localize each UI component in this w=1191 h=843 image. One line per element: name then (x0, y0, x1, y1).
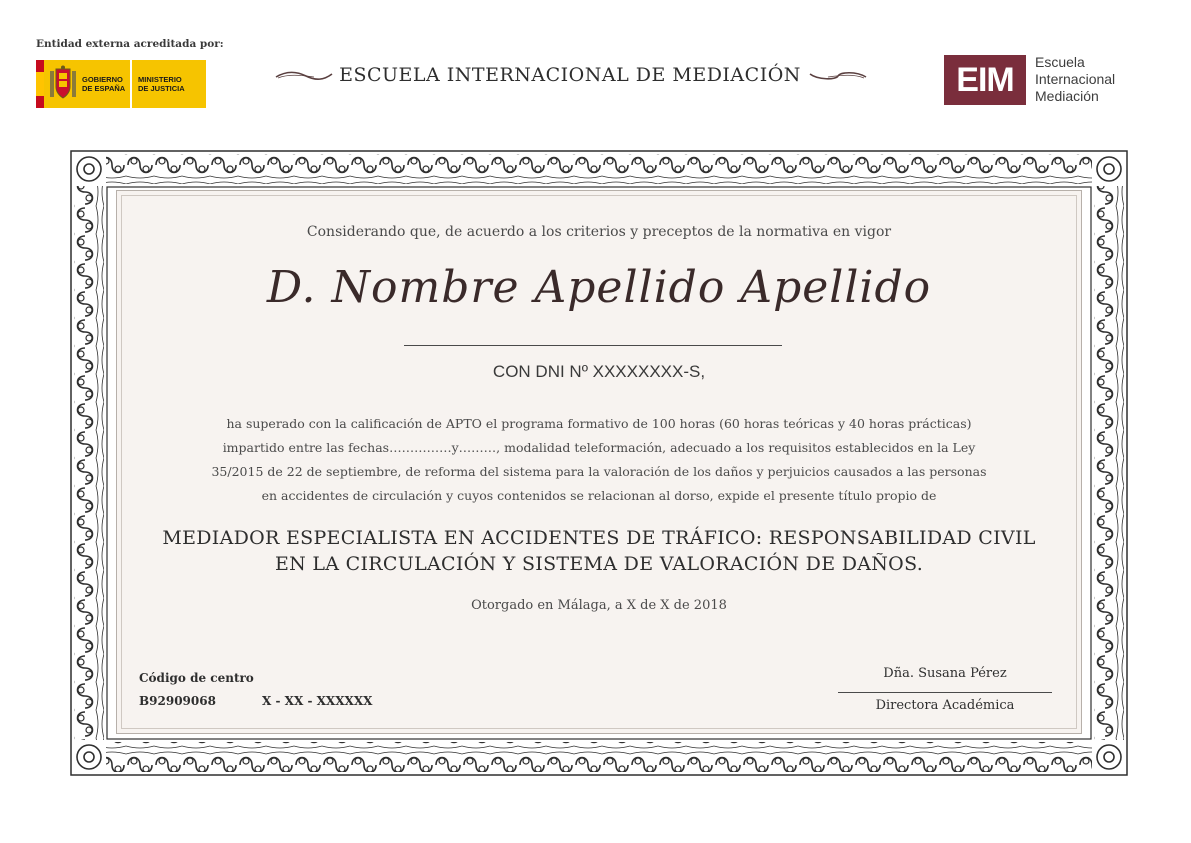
eim-logo-text (1035, 54, 1115, 105)
center-code-label: Código de centro (139, 671, 254, 685)
signature-line (838, 692, 1052, 693)
gobierno-block (44, 60, 130, 108)
eim-logo-mark: EIM (956, 60, 1014, 99)
eim-text-line3: Mediación (1035, 88, 1099, 104)
center-code-value: B92909068 (139, 694, 216, 708)
gobierno-text-1: GOBIERNO (82, 75, 123, 84)
spain-flag-stripe (36, 60, 44, 108)
name-underline (404, 345, 782, 346)
recipient-name: D. Nombre Apellido Apellido (266, 262, 932, 313)
flourish-right-icon (808, 68, 868, 84)
eim-text-line1: Escuela (1035, 54, 1085, 70)
school-title: ESCUELA INTERNACIONAL DE MEDIACIÓN (339, 64, 801, 86)
body-line-3: 35/2015 de 22 de septiembre, de reforma del sistema para la valoración de los daños y perjuicios causados a las personas (211, 464, 987, 479)
certificate-body (170, 412, 1028, 508)
granted-place-date: Otorgado en Málaga, a X de X de 2018 (471, 598, 727, 613)
course-title-line1: MEDIADOR ESPECIALISTA EN ACCIDENTES DE TRÁFICO: RESPONSABILIDAD CIVIL (162, 527, 1036, 549)
coat-of-arms-icon (48, 65, 78, 103)
ministerio-text-1: MINISTERIO (138, 75, 182, 84)
course-title (116, 525, 1082, 577)
accredited-label: Entidad externa acreditada por: (36, 38, 224, 50)
body-line-4: en accidentes de circulación y cuyos contenidos se relacionan al dorso, expide el presente título propio de (261, 488, 937, 503)
course-title-line2: EN LA CIRCULACIÓN Y SISTEMA DE VALORACIÓN DE DAÑOS. (274, 553, 924, 575)
ministerio-block (132, 60, 206, 108)
eim-logo (944, 55, 1026, 105)
recipient-dni: CON DNI Nº XXXXXXXX-S, (492, 362, 706, 381)
gobierno-text-2: DE ESPAÑA (82, 84, 126, 93)
signer-role: Directora Académica (875, 698, 1015, 713)
body-line-1: ha superado con la calificación de APTO el programa formativo de 100 horas (60 horas teóricas y 40 horas prácticas) (226, 416, 972, 431)
considering-text: Considerando que, de acuerdo a los criterios y preceptos de la normativa en vigor (306, 224, 892, 240)
ministerio-text-2: DE JUSTICIA (138, 84, 185, 93)
eim-text-line2: Internacional (1035, 71, 1116, 87)
certificate-number: X - XX - XXXXXX (262, 694, 373, 708)
gobierno-espana-logo (36, 60, 206, 108)
body-line-2: impartido entre las fechas……………y………, modalidad teleformación, adecuado a los requisitos establecidos en la Ley (222, 440, 976, 455)
signer-name: Dña. Susana Pérez (883, 666, 1007, 681)
